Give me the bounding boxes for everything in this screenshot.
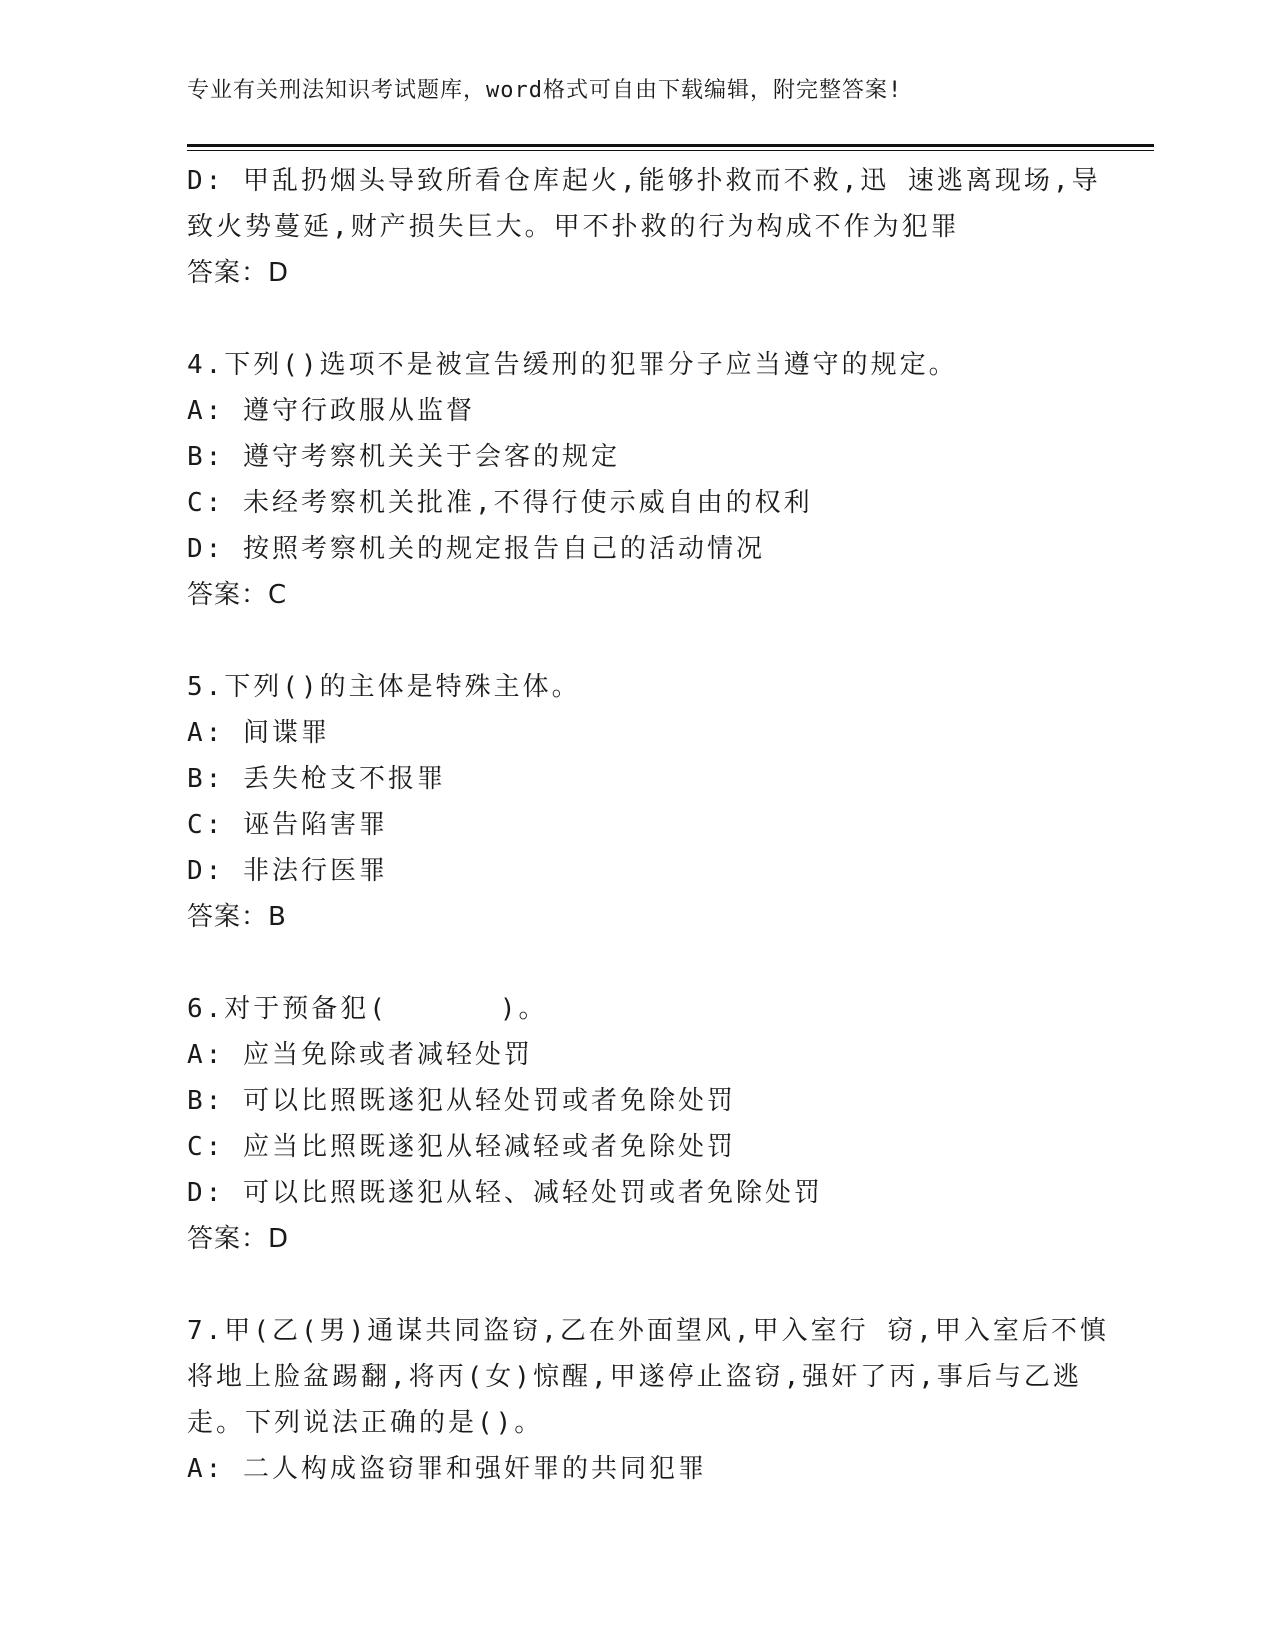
option-c: C: 未经考察机关批准,不得行使示威自由的权利: [187, 488, 813, 518]
option-c: C: 诬告陷害罪: [187, 810, 388, 840]
question-stem: 6.对于预备犯( )。: [187, 994, 548, 1024]
option-line: 致火势蔓延,财产损失巨大。甲不扑救的行为构成不作为犯罪: [187, 212, 960, 242]
question-4: [187, 342, 1087, 618]
option-d: D: 可以比照既遂犯从轻、减轻处罚或者免除处罚: [187, 1178, 823, 1208]
header-rule-thin: [187, 150, 1154, 151]
option-c: C: 应当比照既遂犯从轻减轻或者免除处罚: [187, 1132, 736, 1162]
question-stem: 7.甲(乙(男)通谋共同盗窃,乙在外面望风,甲入室行 窃,甲入室后不慎: [187, 1316, 1109, 1346]
question-stem: 将地上脸盆踢翻,将丙(女)惊醒,甲遂停止盗窃,强奸了丙,事后与乙逃: [187, 1362, 1082, 1392]
option-b: B: 遵守考察机关关于会客的规定: [187, 442, 620, 472]
option-a: A: 二人构成盗窃罪和强奸罪的共同犯罪: [187, 1454, 707, 1484]
question-stem: 走。下列说法正确的是()。: [187, 1408, 544, 1438]
question-3-continuation: [187, 158, 1101, 296]
option-a: A: 遵守行政服从监督: [187, 396, 475, 426]
answer-line: 答案：C: [187, 580, 288, 610]
question-6: [187, 986, 1087, 1262]
option-a: A: 间谍罪: [187, 718, 330, 748]
answer-line: 答案：D: [187, 258, 290, 288]
option-d: D: 按照考察机关的规定报告自己的活动情况: [187, 534, 765, 564]
spacer: [187, 1262, 1087, 1308]
spacer: [187, 618, 1087, 664]
page-header: 专业有关刑法知识考试题库，word格式可自由下载编辑，附完整答案!: [187, 78, 903, 103]
question-content: [187, 158, 1109, 1492]
answer-line: 答案：D: [187, 1224, 290, 1254]
option-b: B: 可以比照既遂犯从轻处罚或者免除处罚: [187, 1086, 736, 1116]
question-7: [187, 1308, 1109, 1492]
question-stem: 4.下列()选项不是被宣告缓刑的犯罪分子应当遵守的规定。: [187, 350, 958, 380]
option-d: D: 非法行医罪: [187, 856, 388, 886]
answer-line: 答案：B: [187, 902, 287, 932]
spacer: [187, 940, 1087, 986]
header-rule-thick: [187, 144, 1154, 147]
spacer: [187, 296, 1087, 342]
question-5: [187, 664, 1087, 940]
option-a: A: 应当免除或者减轻处罚: [187, 1040, 533, 1070]
question-stem: 5.下列()的主体是特殊主体。: [187, 672, 581, 702]
option-line: D: 甲乱扔烟头导致所看仓库起火,能够扑救而不救,迅 速逃离现场,导: [187, 166, 1101, 196]
option-b: B: 丢失枪支不报罪: [187, 764, 446, 794]
